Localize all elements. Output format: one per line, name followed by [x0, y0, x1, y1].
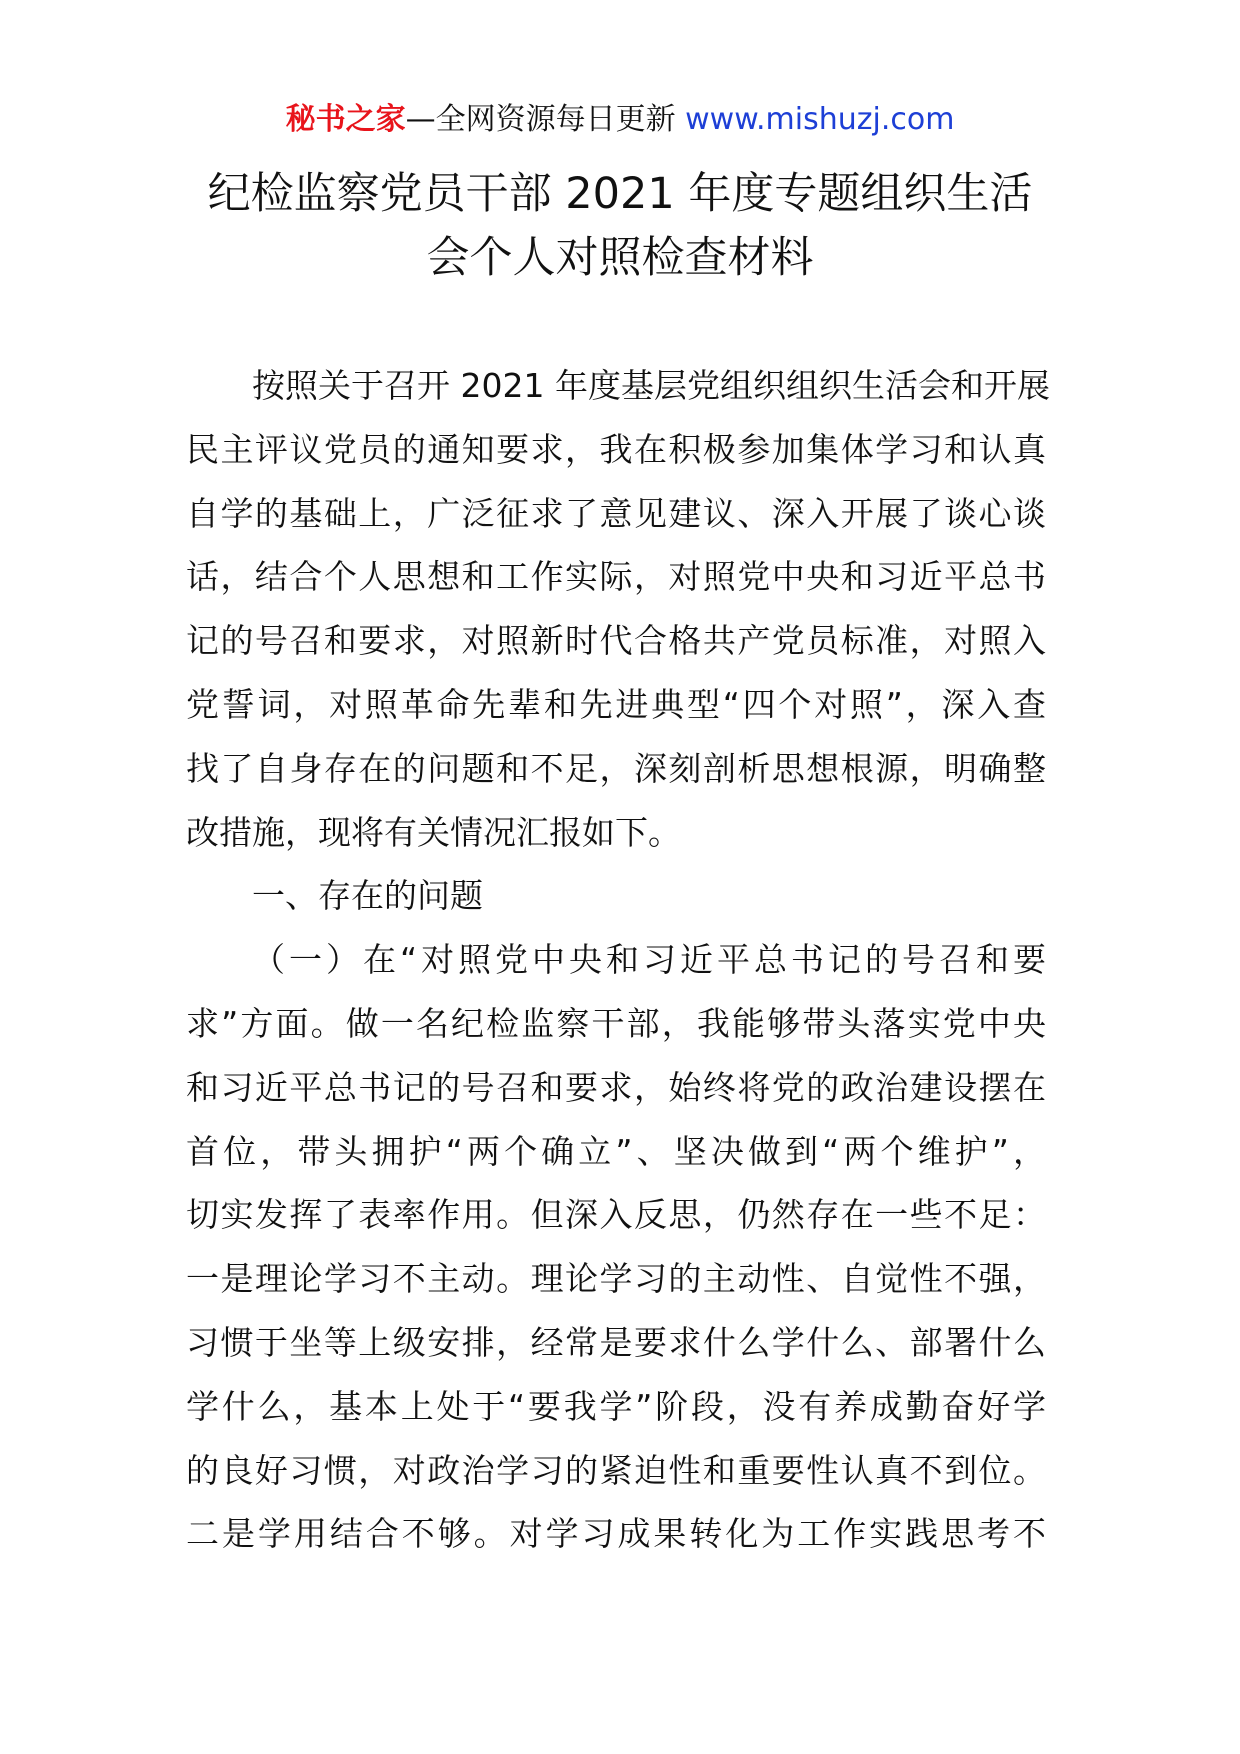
document-title-line-2: 会个人对照检查材料: [426, 233, 814, 283]
body-line: 自学的基础上，广泛征求了意见建议、深入开展了谈心谈: [186, 493, 1046, 533]
header-brand: 秘书之家: [285, 102, 406, 137]
body-line: 习惯于坐等上级安排，经常是要求什么学什么、部署什么: [186, 1322, 1046, 1362]
header-slogan: —全网资源每日更新: [405, 102, 676, 137]
body-line: 一是理论学习不主动。理论学习的主动性、自觉性不强，: [186, 1259, 1046, 1299]
body-line: 按照关于召开 2021 年度基层党组织组织生活会和开展: [252, 366, 1050, 405]
document-body: [186, 354, 1050, 1566]
body-line: 求”方面。做一名纪检监察干部，我能够带头落实党中央: [186, 1003, 1046, 1043]
body-line: 首位，带头拥护“两个确立”、坚决做到“两个维护”，: [186, 1131, 1046, 1171]
body-line: 改措施，现将有关情况汇报如下。: [186, 812, 681, 852]
header-url-link[interactable]: www.mishuzj.com: [685, 102, 955, 137]
body-line: （一）在“对照党中央和习近平总书记的号召和要: [252, 940, 1046, 980]
body-line: 二是学用结合不够。对学习成果转化为工作实践思考不: [186, 1514, 1046, 1554]
section-heading: 一、存在的问题: [252, 876, 483, 916]
body-line: 记的号召和要求，对照新时代合格共产党员标准，对照入: [186, 621, 1046, 661]
watermark-header: [0, 100, 1240, 140]
body-line: 切实发挥了表率作用。但深入反思，仍然存在一些不足：: [186, 1195, 1046, 1235]
body-line: 找了自身存在的问题和不足，深刻剖析思想根源，明确整: [186, 748, 1046, 788]
body-line: 党誓词，对照革命先辈和先进典型“四个对照”，深入查: [186, 684, 1046, 724]
document-title-line-1: 纪检监察党员干部 2021 年度专题组织生活: [207, 169, 1033, 219]
body-line: 话，结合个人思想和工作实际，对照党中央和习近平总书: [186, 557, 1046, 597]
body-line: 学什么，基本上处于“要我学”阶段，没有养成勤奋好学: [186, 1386, 1046, 1426]
body-line: 和习近平总书记的号召和要求，始终将党的政治建设摆在: [186, 1067, 1046, 1107]
body-line: 的良好习惯，对政治学习的紧迫性和重要性认真不到位。: [186, 1450, 1046, 1490]
body-line: 民主评议党员的通知要求，我在积极参加集体学习和认真: [186, 429, 1046, 469]
document-title: [0, 162, 1240, 290]
